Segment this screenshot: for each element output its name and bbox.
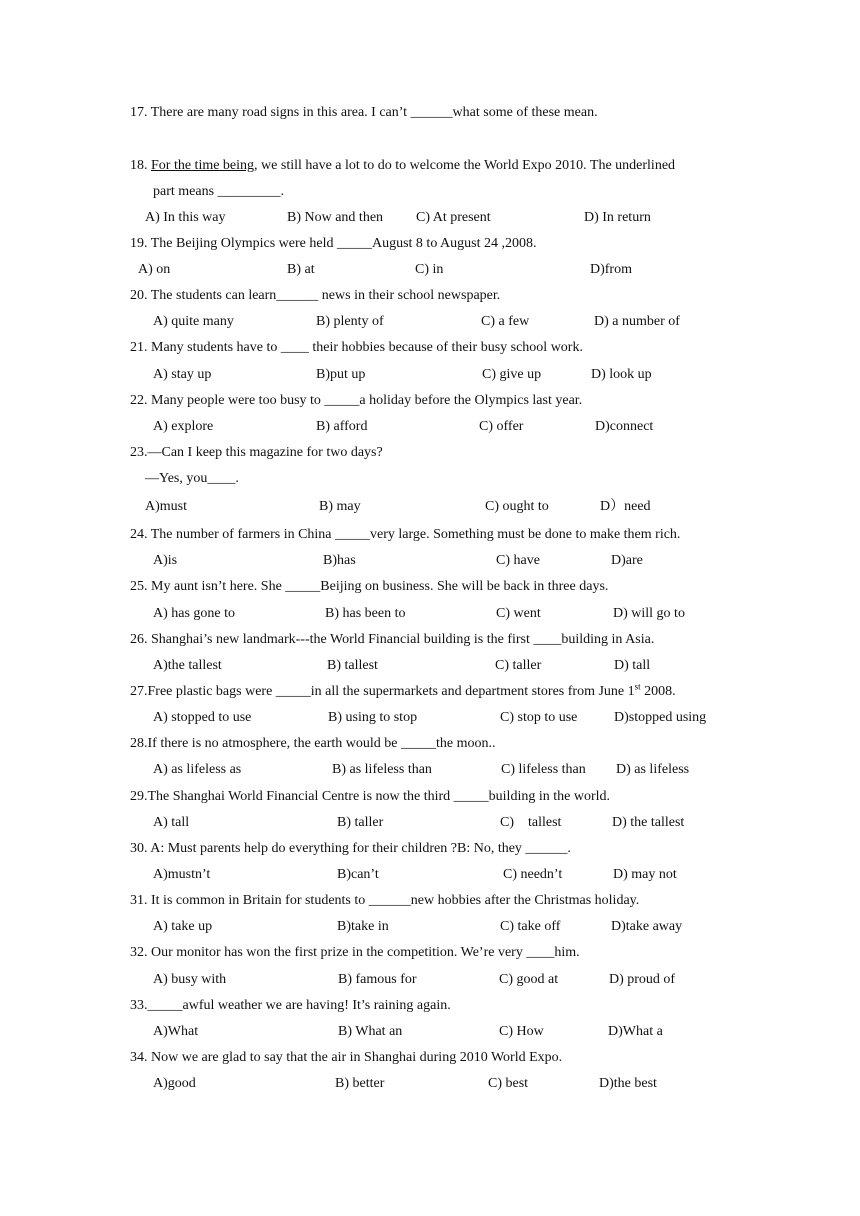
- question-27-stem-main: 27.Free plastic bags were _____in all the supermarkets and department stores from June 1: [130, 684, 635, 699]
- question-18-underlined-phrase: For the time being: [151, 158, 255, 173]
- question-33-option-d: D)What a: [608, 1024, 663, 1039]
- question-27-option-d: D)stopped using: [614, 710, 707, 725]
- question-26-option-d: D) tall: [614, 658, 651, 673]
- question-19-option-a: A) on: [138, 262, 171, 277]
- question-25-option-c: C) went: [496, 606, 541, 621]
- question-32-option-b: B) famous for: [338, 972, 417, 987]
- question-26-stem: 26. Shanghai’s new landmark---the World Financial building is the first ____building in Asia.: [130, 632, 655, 647]
- question-26-option-a: A)the tallest: [153, 658, 222, 673]
- question-21-option-a: A) stay up: [153, 367, 212, 382]
- question-21-option-c: C) give up: [482, 367, 542, 382]
- question-18-stem: [130, 157, 675, 175]
- question-20-option-b: B) plenty of: [316, 314, 384, 329]
- question-34-option-d: D)the best: [599, 1076, 657, 1091]
- question-20-option-a: A) quite many: [153, 314, 234, 329]
- question-23-option-d: D）need: [600, 499, 651, 514]
- question-34-option-a: A)good: [153, 1076, 196, 1091]
- question-28-option-a: A) as lifeless as: [153, 762, 242, 777]
- question-24-option-c: C) have: [496, 553, 540, 568]
- question-34-option-c: C) best: [488, 1076, 529, 1091]
- question-19-option-d: D)from: [590, 262, 632, 277]
- question-33-option-b: B) What an: [338, 1024, 403, 1039]
- question-29-option-a: A) tall: [153, 815, 190, 830]
- question-30-stem: 30. A: Must parents help do everything for their children ?B: No, they ______.: [130, 841, 571, 856]
- question-34-option-b: B) better: [335, 1076, 385, 1091]
- question-28-option-b: B) as lifeless than: [332, 762, 432, 777]
- question-27-ordinal-suffix: st: [634, 681, 641, 692]
- question-25-option-a: A) has gone to: [153, 606, 236, 621]
- question-28-stem: 28.If there is no atmosphere, the earth would be _____the moon..: [130, 736, 496, 751]
- question-20-option-d: D) a number of: [594, 314, 680, 329]
- question-32-option-d: D) proud of: [609, 972, 676, 987]
- question-22-option-b: B) afford: [316, 419, 368, 434]
- question-18-option-a: A) In this way: [145, 210, 226, 225]
- question-33-option-a: A)What: [153, 1024, 199, 1039]
- question-25-option-b: B) has been to: [325, 606, 406, 621]
- question-23-option-a: A)must: [145, 499, 187, 514]
- question-28-option-d: D) as lifeless: [616, 762, 690, 777]
- question-25-option-d: D) will go to: [613, 606, 685, 621]
- question-18-option-b: B) Now and then: [287, 210, 384, 225]
- question-34-stem: 34. Now we are glad to say that the air in Shanghai during 2010 World Expo.: [130, 1050, 563, 1065]
- question-32-option-c: C) good at: [499, 972, 559, 987]
- question-19-option-b: B) at: [287, 262, 315, 277]
- question-27-option-a: A) stopped to use: [153, 710, 252, 725]
- question-24-option-b: B)has: [323, 553, 356, 568]
- question-28-option-c: C) lifeless than: [501, 762, 586, 777]
- question-31-stem: 31. It is common in Britain for students to ______new hobbies after the Christmas holiday.: [130, 893, 640, 908]
- question-21-stem: 21. Many students have to ____ their hobbies because of their busy school work.: [130, 340, 583, 355]
- question-18-option-d: D) In return: [584, 210, 651, 225]
- question-27-stem-end: 2008.: [640, 684, 676, 699]
- question-17-stem: 17. There are many road signs in this area. I can’t ______what some of these mean.: [130, 105, 598, 120]
- question-25-stem: 25. My aunt isn’t here. She _____Beijing on business. She will be back in three days.: [130, 579, 609, 594]
- question-30-option-d: D) may not: [613, 867, 677, 882]
- question-27-option-c: C) stop to use: [500, 710, 578, 725]
- question-32-option-a: A) busy with: [153, 972, 227, 987]
- question-19-option-c: C) in: [415, 262, 444, 277]
- question-29-stem: 29.The Shanghai World Financial Centre is now the third _____building in the world.: [130, 789, 610, 804]
- question-18-number: 18.: [130, 158, 151, 173]
- question-22-option-c: C) offer: [479, 419, 524, 434]
- question-30-option-a: A)mustn’t: [153, 867, 211, 882]
- question-21-option-d: D) look up: [591, 367, 652, 382]
- question-26-option-b: B) tallest: [327, 658, 378, 673]
- question-23-stem: 23.—Can I keep this magazine for two days?: [130, 445, 383, 460]
- question-33-stem: 33._____awful weather we are having! It’s raining again.: [130, 998, 451, 1013]
- question-24-option-a: A)is: [153, 553, 178, 568]
- question-29-option-d: D) the tallest: [612, 815, 685, 830]
- question-27-stem: [130, 683, 676, 701]
- question-29-option-b: B) taller: [337, 815, 384, 830]
- question-18-stem-rest: , we still have a lot to do to welcome the World Expo 2010. The underlined: [254, 158, 676, 173]
- question-19-stem: 19. The Beijing Olympics were held _____August 8 to August 24 ,2008.: [130, 236, 537, 251]
- question-33-option-c: C) How: [499, 1024, 544, 1039]
- question-26-option-c: C) taller: [495, 658, 542, 673]
- question-23-option-c: C) ought to: [485, 499, 549, 514]
- question-31-option-b: B)take in: [337, 919, 389, 934]
- question-20-option-c: C) a few: [481, 314, 530, 329]
- question-31-option-c: C) take off: [500, 919, 561, 934]
- question-32-stem: 32. Our monitor has won the first prize in the competition. We’re very ____him.: [130, 945, 580, 960]
- question-22-option-a: A) explore: [153, 419, 214, 434]
- question-22-option-d: D)connect: [595, 419, 654, 434]
- question-21-option-b: B)put up: [316, 367, 366, 382]
- question-24-option-d: D)are: [611, 553, 643, 568]
- question-30-option-c: C) needn’t: [503, 867, 563, 882]
- question-18-stem-line2: part means _________.: [153, 184, 285, 199]
- question-24-stem: 24. The number of farmers in China _____very large. Something must be done to make them rich.: [130, 527, 681, 542]
- question-31-option-d: D)take away: [611, 919, 683, 934]
- question-23-option-b: B) may: [319, 499, 361, 514]
- question-22-stem: 22. Many people were too busy to _____a holiday before the Olympics last year.: [130, 393, 583, 408]
- question-18-option-c: C) At present: [416, 210, 491, 225]
- question-27-option-b: B) using to stop: [328, 710, 418, 725]
- question-29-option-c: C) tallest: [500, 815, 562, 830]
- question-31-option-a: A) take up: [153, 919, 213, 934]
- question-30-option-b: B)can’t: [337, 867, 379, 882]
- question-20-stem: 20. The students can learn______ news in their school newspaper.: [130, 288, 501, 303]
- question-23-stem-line2: —Yes, you____.: [145, 471, 239, 486]
